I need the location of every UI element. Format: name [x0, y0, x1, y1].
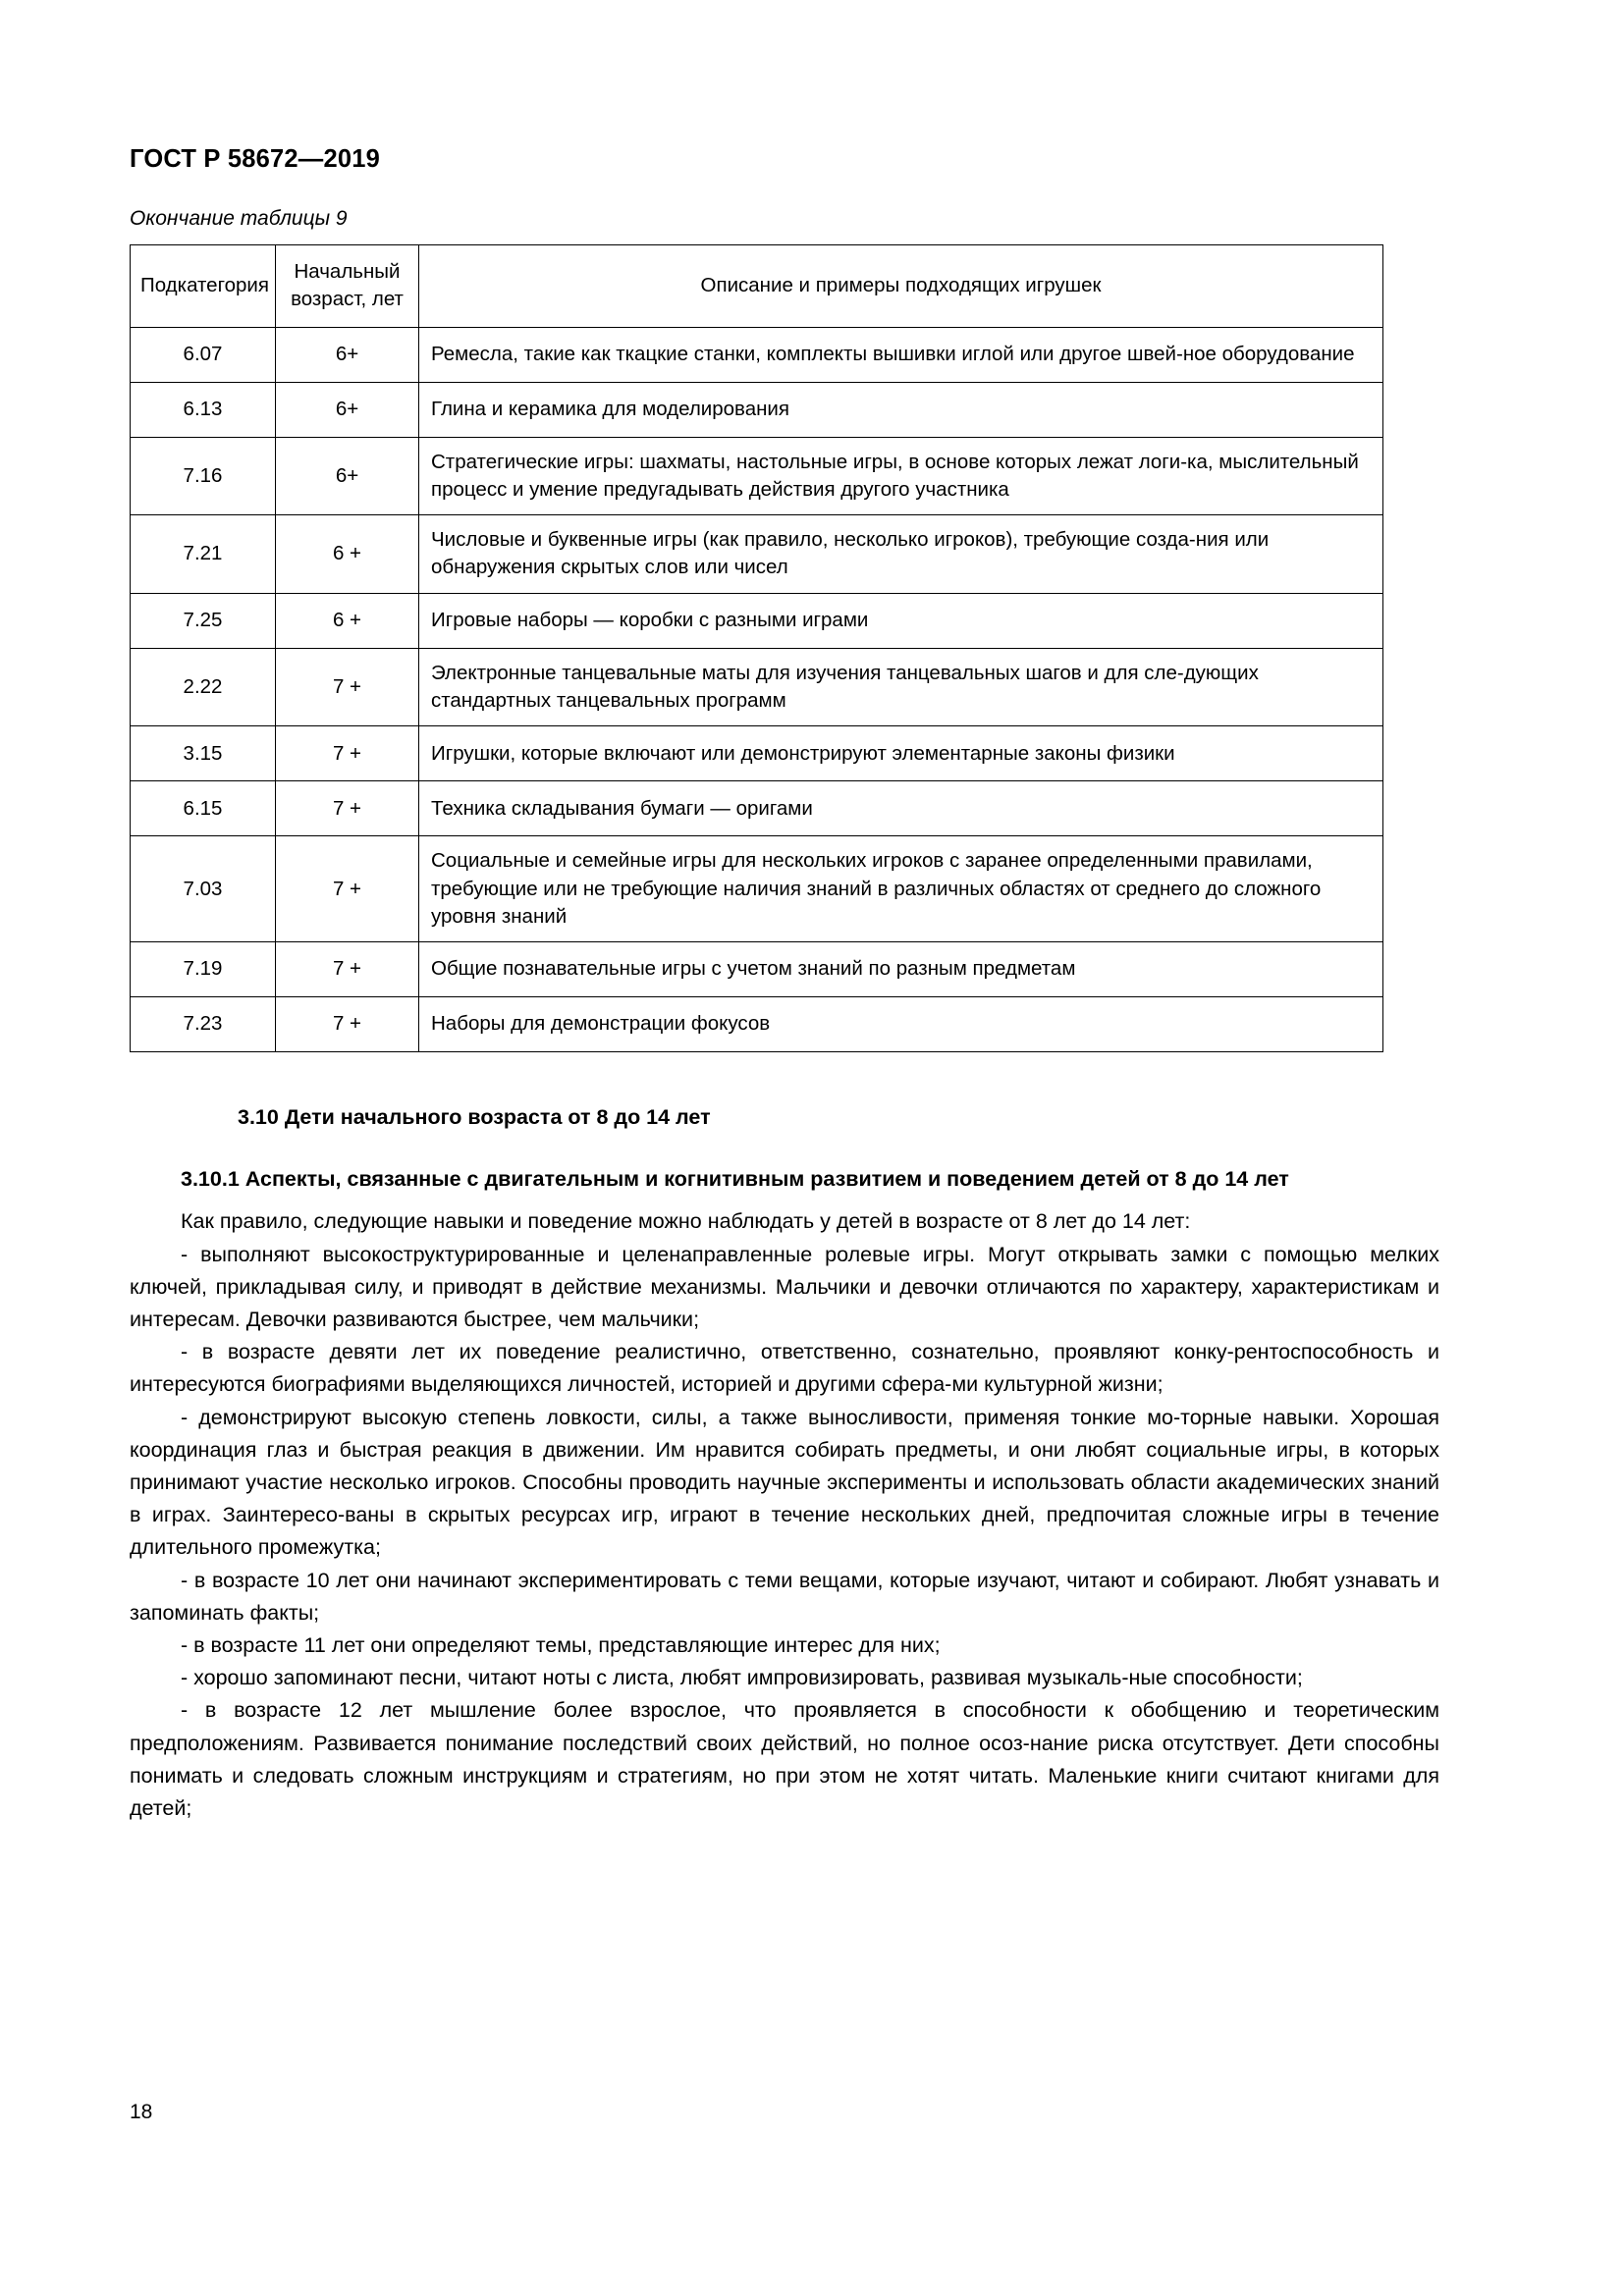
cell-description: Игрушки, которые включают или демонстрируют элементарные законы физики	[419, 726, 1383, 781]
cell-subcategory: 7.16	[131, 437, 276, 515]
cell-age: 7 +	[276, 836, 419, 942]
cell-subcategory: 7.03	[131, 836, 276, 942]
cell-age: 7 +	[276, 726, 419, 781]
cell-description: Наборы для демонстрации фокусов	[419, 997, 1383, 1052]
table-row	[131, 726, 1383, 781]
column-header-age-line1: Начальный	[294, 260, 401, 283]
cell-description: Стратегические игры: шахматы, настольные игры, в основе которых лежат логи-ка, мыслительный процесс и умение предугадывать действия другого участника	[419, 437, 1383, 515]
paragraph-bullet-7: - в возрасте 12 лет мышление более взрослое, что проявляется в способности к обобщению и теоретическим предположениям. Развивается понимание последствий своих действий, но полное осоз-нание риска отсутствует. Дети способны понимать и следовать сложным инструкциям и стратегиям, но при этом не хотят читать. Маленькие книги считают книгами для детей;	[130, 1698, 1439, 1821]
cell-age: 6 +	[276, 593, 419, 648]
table-header-row	[131, 245, 1383, 328]
cell-description: Глина и керамика для моделирования	[419, 382, 1383, 437]
table-row	[131, 593, 1383, 648]
section-heading-310: 3.10 Дети начального возраста от 8 до 14 лет	[238, 1105, 711, 1130]
table-row	[131, 327, 1383, 382]
cell-subcategory: 6.07	[131, 327, 276, 382]
cell-age: 6+	[276, 382, 419, 437]
cell-age: 6 +	[276, 515, 419, 594]
cell-age: 7 +	[276, 781, 419, 836]
cell-age: 7 +	[276, 997, 419, 1052]
paragraph-bullet-4: - в возрасте 10 лет они начинают экспериментировать с теми вещами, которые изучают, читают и собирают. Любят узнавать и запоминать факты;	[130, 1568, 1439, 1625]
table-row	[131, 781, 1383, 836]
cell-description: Электронные танцевальные маты для изучения танцевальных шагов и для сле-дующих стандартных танцевальных программ	[419, 648, 1383, 726]
table-caption: Окончание таблицы 9	[130, 207, 348, 230]
cell-description: Общие познавательные игры с учетом знаний по разным предметам	[419, 942, 1383, 997]
column-header-description: Описание и примеры подходящих игрушек	[419, 245, 1383, 328]
table-row	[131, 836, 1383, 942]
cell-subcategory: 7.21	[131, 515, 276, 594]
cell-description: Социальные и семейные игры для нескольких игроков с заранее определенными правилами, требующие или не требующие наличия знаний в различных областях от среднего до сложного уровня знаний	[419, 836, 1383, 942]
table-row	[131, 648, 1383, 726]
cell-subcategory: 7.23	[131, 997, 276, 1052]
section-heading-3101: 3.10.1 Аспекты, связанные с двигательным и когнитивным развитием и поведением детей от 8 до 14 лет	[181, 1166, 1289, 1191]
cell-description: Техника складывания бумаги — оригами	[419, 781, 1383, 836]
cell-description: Числовые и буквенные игры (как правило, несколько игроков), требующие созда-ния или обнаружения скрытых слов или чисел	[419, 515, 1383, 594]
cell-age: 7 +	[276, 942, 419, 997]
cell-age: 6+	[276, 327, 419, 382]
cell-subcategory: 2.22	[131, 648, 276, 726]
cell-description: Ремесла, такие как ткацкие станки, комплекты вышивки иглой или другое швей-ное оборудование	[419, 327, 1383, 382]
table-header	[131, 245, 1383, 328]
table-body	[131, 327, 1383, 1052]
cell-subcategory: 3.15	[131, 726, 276, 781]
paragraph-bullet-5: - в возрасте 11 лет они определяют темы, представляющие интерес для них;	[181, 1633, 941, 1658]
page-number: 18	[130, 2101, 153, 2123]
column-header-subcategory: Подкатегория	[131, 245, 276, 328]
paragraph-bullet-2: - в возрасте девяти лет их поведение реалистично, ответственно, сознательно, проявляют конку-рентоспособность и интересуются биографиями выделяющихся личностей, историей и другими сфера-ми культурной жизни;	[130, 1340, 1439, 1397]
cell-description: Игровые наборы — коробки с разными играми	[419, 593, 1383, 648]
cell-subcategory: 6.15	[131, 781, 276, 836]
document-header: ГОСТ Р 58672—2019	[130, 145, 381, 173]
cell-subcategory: 6.13	[131, 382, 276, 437]
table-row	[131, 437, 1383, 515]
paragraph-bullet-3: - демонстрируют высокую степень ловкости, силы, а также выносливости, применяя тонкие мо-торные навыки. Хорошая координация глаз и быстрая реакция в движении. Им нравится собирать предметы, и они любят социальные игры, в которых принимают участие несколько игроков. Способны проводить научные эксперименты и использовать области академических знаний в играх. Заинтересо-ваны в скрытых ресурсах игр, играют в течение нескольких дней, предпочитая сложные игры в течение длительного промежутка;	[130, 1405, 1439, 1560]
toy-subcategory-table	[130, 244, 1383, 1052]
cell-subcategory: 7.25	[131, 593, 276, 648]
cell-subcategory: 7.19	[131, 942, 276, 997]
column-header-age-line2: возраст, лет	[291, 288, 404, 311]
paragraph-intro: Как правило, следующие навыки и поведение можно наблюдать у детей в возрасте от 8 лет до 14 лет:	[181, 1209, 1191, 1234]
table-row	[131, 997, 1383, 1052]
cell-age: 6+	[276, 437, 419, 515]
table-row	[131, 942, 1383, 997]
paragraph-bullet-1: - выполняют высокоструктурированные и целенаправленные ролевые игры. Могут открывать замки с помощью мелких ключей, прикладывая силу, и приводят в действие механизмы. Мальчики и девочки отличаются по характеру, характеристикам и интересам. Девочки развиваются быстрее, чем мальчики;	[130, 1242, 1439, 1332]
table-row	[131, 382, 1383, 437]
paragraph-bullet-6: - хорошо запоминают песни, читают ноты с листа, любят импровизировать, развивая музыкаль-ные способности;	[181, 1666, 1303, 1690]
page-content	[130, 0, 1439, 1825]
table-row	[131, 515, 1383, 594]
column-header-age	[276, 245, 419, 328]
cell-age: 7 +	[276, 648, 419, 726]
